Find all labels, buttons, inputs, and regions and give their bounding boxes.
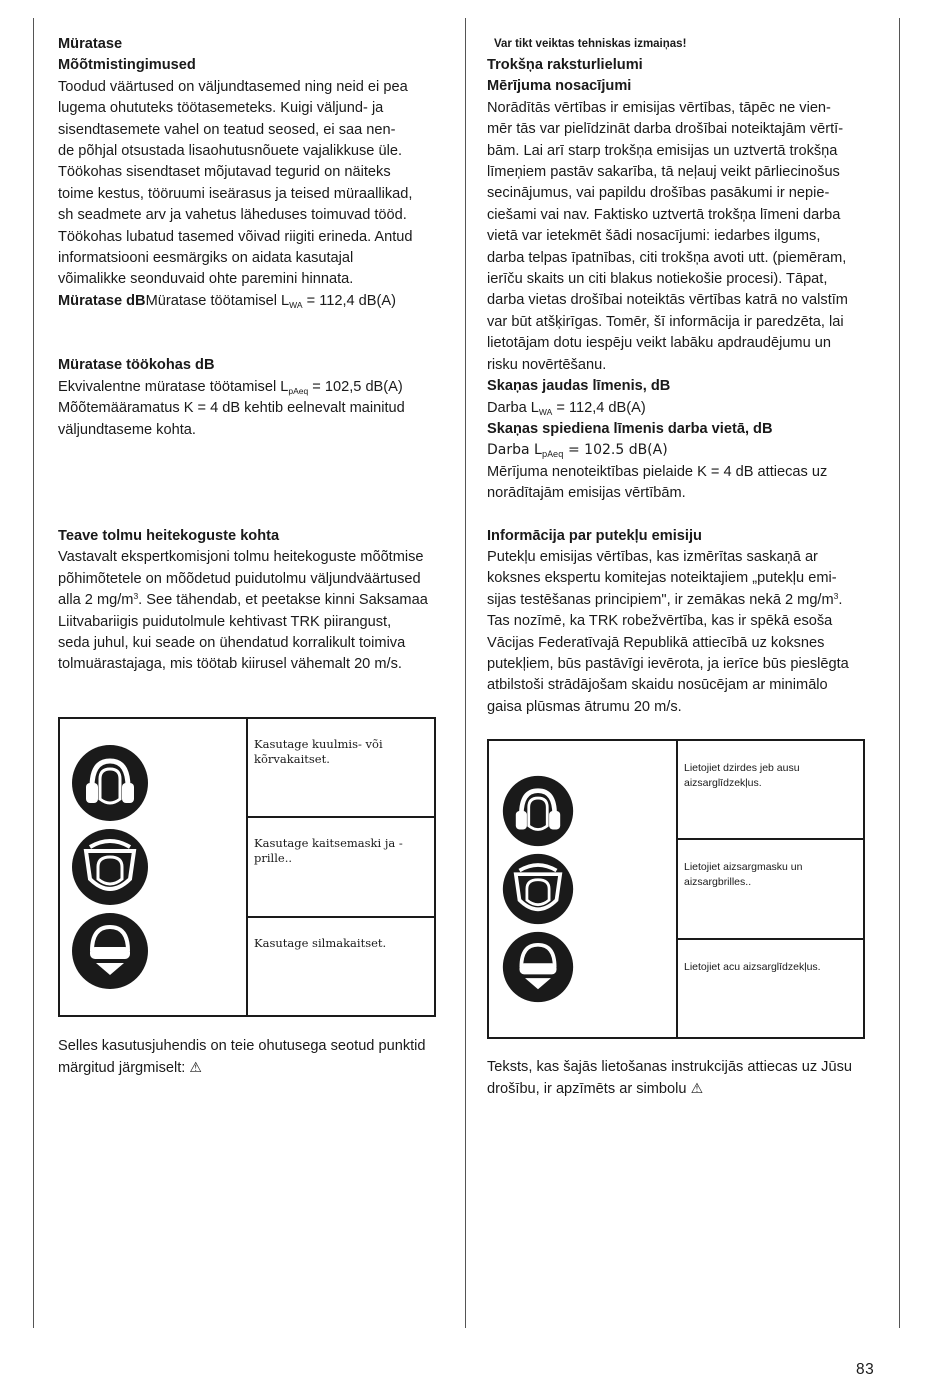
lv-power-heading: Skaņas jaudas līmenis, dB [487,378,671,395]
et-workplace-line: Mõõtemääramatus K = 4 dB kehtib eelnevalt mainitud [58,400,405,417]
et-measurement-line: sisendtasemete vahel on teatud seosed, ei saa nen- [58,121,396,138]
et-ppe-icons [60,719,248,1015]
lv-measurement-line: ciešami vai nav. Faktisko uztvertā trokšņa līmeni darba [487,206,841,223]
lv-ppe-text: aizsarglīdzekļus. [684,777,762,789]
lv-dust-line: gaisa plūsmas ātrumu 20 m/s. [487,698,682,715]
lv-ppe-cell [678,741,863,840]
et-safety-line: Selles kasutusjuhendis on teie ohutusega seotud punktid [58,1038,426,1054]
left-margin-rule [33,18,34,1328]
et-noise-db-label: Müratase dB [58,292,146,309]
lv-measurement-line: līmeņiem pastāv sakarība, tā neļauj veikt pārliecinošus [487,164,840,181]
lv-measurement-line: vietā var ietekmēt šādi nosacījumi: iedarbes ilgums, [487,228,821,245]
et-dust-line: Vastavalt ekspertkomisjoni tolmu heitekoguste mõõtmise [58,549,424,566]
lv-safety-note [487,1057,883,1101]
face-mask-icon [70,827,150,907]
lv-changes-note: Var tikt veiktas tehniskas izmaiņas! [494,38,687,50]
et-ppe-text: Kasutage silmakaitset. [254,935,387,950]
lv-ppe-texts [678,741,863,1037]
lv-measurement-heading: Mērījuma nosacījumi [487,78,632,95]
center-column-rule [465,18,466,1328]
lv-pressure-sub: pAeq [541,450,564,461]
lv-ppe-table [487,739,865,1039]
et-safety-note [58,1036,450,1080]
lv-measurement-line: Norādītās vērtības ir emisijas vērtības, tāpēc ne vien- [487,99,831,116]
latvian-column [487,34,883,718]
et-measurement-line: Töökohas sisendtaset mõjutavad tegurid on näiteks [58,164,391,181]
lv-dust-text: . [838,591,843,608]
lv-pressure-text: Darba L [487,442,542,459]
lv-dust-line: Vācijas Federatīvajā Republikā attiecībā uz koksnes [487,634,825,651]
lv-measurement-line: darba telpas īpatnības, citi trokšņa avoti utt. (piemēram, [487,249,847,266]
lv-uncertainty-line: Mērījuma nenoteiktības pielaide K = 4 dB attiecas uz [487,463,828,480]
et-measurement-line: lugema ohututeks töötasemeteks. Kuigi väljund- ja [58,100,384,117]
right-margin-rule [899,18,900,1328]
page-number: 83 [856,1361,875,1378]
et-measurement-line: sh seadmete arv ja vahetus läheduses toimuvad tööd. [58,207,407,224]
lv-safety-line [487,1078,883,1100]
et-measurement-heading: Mõõtmistingimused [58,57,196,74]
et-ppe-cell [248,818,434,917]
et-dust-heading: Teave tolmu heitekoguste kohta [58,527,280,544]
lv-safety-text: drošību, ir apzīmēts ar simbolu [487,1081,691,1098]
lv-ppe-cell [678,940,863,1037]
et-workplace-value: = 102,5 dB(A) [308,378,403,395]
face-mask-icon [501,852,575,926]
et-safety-line [58,1057,450,1079]
et-dust-line: Liitvabariigis puidutolmule kehtivast TRK piirangust, [58,613,392,630]
et-ppe-text: Kasutage kaitsemaski ja -prille.. [254,836,403,866]
et-ppe-cell [248,918,434,1015]
lv-pressure-line [487,440,883,461]
lv-dust-line: koksnes ekspertu komitejas noteiktajiem „putekļu emi- [487,570,837,587]
et-measurement-line: Toodud väärtused on väljundtasemed ning neid ei pea [58,78,408,95]
ear-protection-icon [501,774,575,848]
lv-power-text: Darba L [487,399,539,416]
lv-measurement-line: secinājumus, vai papildu drošības pasākumi ir nepie- [487,185,830,202]
et-workplace-line: väljundtaseme kohta. [58,421,196,438]
et-dust-text: alla 2 mg/m [58,592,134,609]
lv-ppe-text: Lietojiet acu aizsarglīdzekļus. [684,960,821,973]
et-ppe-table [58,717,436,1017]
lv-measurement-line: darba vietas drošībai noteiktās vērtības katrā no valstīm [487,292,848,309]
lv-uncertainty-line: norādītajām emisijas vērtībām. [487,485,686,502]
et-noise-heading: Müratase [58,36,123,52]
et-noise-db-text: Müratase töötamisel L [145,292,290,309]
et-dust-text: . See tähendab, et peetakse kinni Saksamaa [138,592,428,609]
et-workplace-heading: Müratase töökohas dB [58,357,215,374]
lv-dust-sup: 3 [833,590,839,601]
lv-safety-line: Teksts, kas šajās lietošanas instrukcijās attiecas uz Jūsu [487,1059,852,1075]
lv-measurement-line: ierīču skaits un citi blakus notiekošie procesi). Tāpat, [487,271,828,288]
lv-ppe-icons [489,741,678,1037]
lv-measurement-line: bām. Lai arī starp trokšņa emisijas un uztvertā trokšņa [487,142,838,159]
lv-ppe-text: aizsargbrilles.. [684,876,752,889]
eye-protection-icon [501,930,575,1004]
warning-triangle-icon: ⚠ [189,1059,202,1076]
et-workplace-line [58,377,450,398]
et-noise-db-value: = 112,4 dB(A) [302,292,396,309]
lv-pressure-heading: Skaņas spiediena līmenis darba vietā, dB [487,420,773,437]
ear-protection-icon [70,743,150,823]
et-ppe-texts [248,719,434,1015]
lv-ppe-text: Lietojiet dzirdes jeb ausu [684,762,800,774]
lv-dust-line: Tas nozīmē, ka TRK robežvērtība, kas ir spēkā esoša [487,613,833,630]
lv-dust-line [487,590,883,611]
lv-dust-line: atbilstoši strādājošam skaidu nosūcējam ar minimālo [487,677,828,694]
lv-measurement-line: risku novērtēšanu. [487,356,607,373]
et-measurement-line: de põhjal otsustada lisaohutusnõuete vajalikkuse üle. [58,143,403,160]
et-ppe-cell [248,719,434,818]
warning-triangle-icon: ⚠ [690,1080,704,1097]
et-noise-db-line [58,291,450,312]
estonian-column [58,34,450,676]
lv-measurement-line: var būt atšķirīgas. Tomēr, šī informācija ir paredzēta, lai [487,313,844,330]
lv-power-value: = 112,4 dB(A) [552,399,646,416]
et-dust-line: põhimõtetele on mõõdetud puidutolmu väljundväärtused [58,570,421,587]
et-workplace-text: Ekvivalentne müratase töötamisel L [58,378,289,395]
et-ppe-text: Kasutage kuulmis- või [254,737,383,751]
et-measurement-line: informatsiooni eesmärgiks on aidata kasutajal [58,250,354,267]
lv-measurement-line: lietotājam dotu iespēju veikt labāku apdraudējumu un [487,335,831,352]
lv-power-line [487,398,883,419]
et-workplace-sub: pAeq [288,385,309,396]
lv-dust-line: Putekļu emisijas vērtības, kas izmērītas saskaņā ar [487,548,818,565]
lv-dust-text: sijas testēšanas principiem", ir zemākas nekā 2 mg/m [487,591,834,608]
et-dust-sup: 3 [133,591,139,602]
et-measurement-line: Töökohas lubatud tasemed võivad riigiti erineda. Antud [58,228,413,245]
et-ppe-text: kõrvakaitset. [254,752,330,766]
lv-ppe-text: Lietojiet aizsargmasku un [684,861,803,874]
et-safety-text: märgitud järgmiselt: [58,1060,190,1077]
lv-dust-heading: Informācija par putekļu emisiju [487,527,702,544]
et-dust-line: tolmuärastajaga, mis töötab kiirusel vähemalt 20 m/s. [58,656,402,673]
lv-dust-line: putekļiem, būs pastāvīgi ievērota, ja ierīce būs pieslēgta [487,655,849,672]
et-dust-line [58,590,450,611]
et-noise-db-sub: WA [289,299,303,310]
et-measurement-line: toime kestus, tööruumi iseärasus ja teised müraallikad, [58,185,413,202]
et-dust-line: seda juhul, kui seade on ühendatud korralikult toimiva [58,634,406,651]
lv-measurement-line: mēr tās var pielīdzināt darba drošībai noteiktajām vērtī- [487,121,844,138]
lv-pressure-value: = 102.5 dB(A) [563,442,668,459]
lv-noise-heading: Trokšņa raksturlielumi [487,57,643,73]
lv-power-sub: WA [538,406,553,417]
et-measurement-line: võimalikke seonduvaid ohte paremini hinnata. [58,271,354,288]
eye-protection-icon [70,911,150,991]
lv-ppe-cell [678,840,863,939]
